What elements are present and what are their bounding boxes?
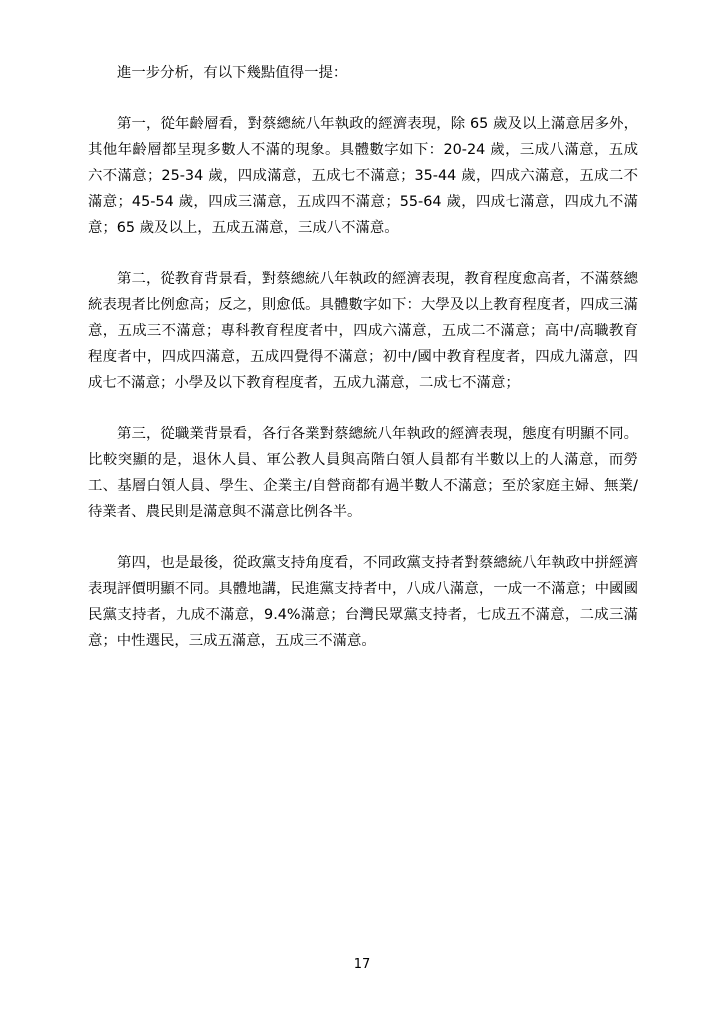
intro-paragraph: 進一步分析，有以下幾點值得一提：	[117, 65, 348, 81]
paragraph-party: 第四，也是最後，從政黨支持角度看，不同政黨支持者對蔡總統八年執政中拼經濟表現評價明顯不同。具體地講，民進黨支持者中，八成八滿意，一成一不滿意；中國國民黨支持者，九成不滿意，9.4%滿意；台灣民眾黨支持者，七成五不滿意，二成三滿意；中性選民，三成五滿意，五成三不滿意。	[88, 555, 638, 649]
paragraph-age: 第一，從年齡層看，對蔡總統八年執政的經濟表現，除 65 歲及以上滿意居多外，其他年齡層都呈現多數人不滿的現象。具體數字如下：20-24 歲，三成八滿意，五成六不滿意；25-34 歲，四成滿意，五成七不滿意；35-44 歲，四成六滿意，五成二不滿意；45-54 歲，四成三滿意，五成四不滿意；55-64 歲，四成七滿意，四成九不滿意；65 歲及以上，五成五滿意，三成八不滿意。	[88, 116, 638, 236]
document-body	[88, 60, 638, 654]
paragraph-occupation: 第三，從職業背景看，各行各業對蔡總統八年執政的經濟表現，態度有明顯不同。比較突顯的是，退休人員、軍公教人員與高階白領人員都有半數以上的人滿意，而勞工、基層白領人員、學生、企業主/自營商都有過半數人不滿意；至於家庭主婦、無業/待業者、農民則是滿意與不滿意比例各半。	[88, 426, 638, 520]
paragraph-education: 第二，從教育背景看，對蔡總統八年執政的經濟表現，教育程度愈高者，不滿蔡總統表現者比例愈高；反之，則愈低。具體數字如下：大學及以上教育程度者，四成三滿意，五成三不滿意；專科教育程度者中，四成六滿意，五成二不滿意；高中/高職教育程度者中，四成四滿意，五成四覺得不滿意；初中/國中教育程度者，四成九滿意，四成七不滿意；小學及以下教育程度者，五成九滿意，二成七不滿意；	[88, 271, 638, 391]
page-number: 17	[353, 957, 371, 972]
